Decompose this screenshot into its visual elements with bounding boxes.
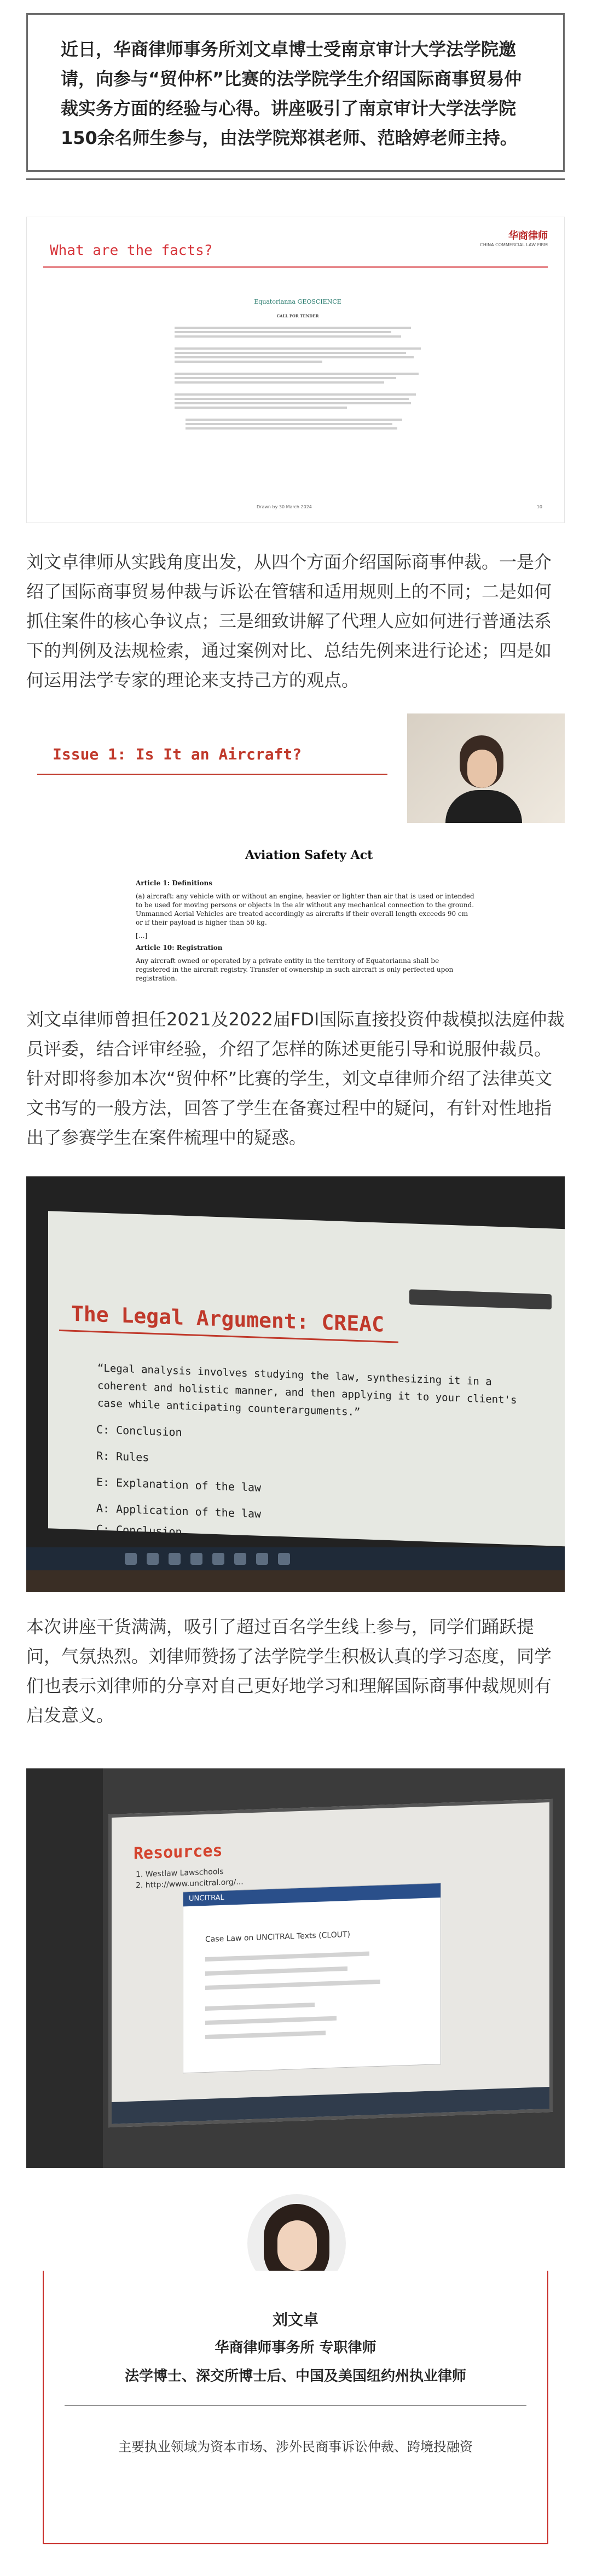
creac-item: E: Explanation of the law xyxy=(96,1475,262,1494)
profile-credentials: 法学博士、深交所博士后、中国及美国纽约州执业律师 xyxy=(124,2368,466,2384)
taskbar-icon xyxy=(125,1553,137,1565)
text-line xyxy=(175,402,411,404)
taskbar-icon xyxy=(278,1553,290,1565)
ellipsis: […] xyxy=(136,932,148,939)
text-line xyxy=(175,393,416,396)
projected-slide xyxy=(48,1211,565,1547)
windows-taskbar xyxy=(26,1547,565,1570)
slide-issue-title: Issue 1: Is It an Aircraft? xyxy=(53,745,302,763)
slide-footer: Drawn by 30 March 2024 xyxy=(257,504,312,509)
creac-title: The Legal Argument: CREAC xyxy=(71,1301,384,1337)
text-line xyxy=(175,356,414,358)
article-10-heading: Article 10: Registration xyxy=(136,944,223,952)
paragraph-3: 本次讲座干货满满，吸引了超过百名学生线上参与，同学们踊跃提问，气氛热烈。刘律师赞扬了法学院学生积极认真的学习态度，同学们也表示刘律师的分享对自己更好地学习和理解国际商事仲裁规则有启发意义。 xyxy=(26,1616,552,1726)
intro-text: 近日，华商律师事务所刘文卓博士受南京审计大学法学院邀请，向参与“贸仲杯”比赛的法学院学生介绍国际商事贸易仲裁实务方面的经验与心得。讲座吸引了南京审计大学法学院150余名师生参与，由法学院郑祺老师、范晗婷老师主持。 xyxy=(61,39,522,148)
act-document xyxy=(136,875,475,983)
text-line xyxy=(175,398,409,400)
text-line xyxy=(205,2003,315,2011)
profile-title: 华商律师事务所 专职律师 xyxy=(215,2340,376,2356)
article-1-heading: Article 1: Definitions xyxy=(136,879,213,887)
photo-lecture-screen-creac xyxy=(26,1176,565,1592)
intro-box xyxy=(26,13,565,172)
resources-title: Resources xyxy=(134,1841,223,1864)
browser-panel xyxy=(183,1883,441,2073)
speaker-face xyxy=(467,750,497,788)
projected-slide xyxy=(108,1799,553,2127)
text-line xyxy=(205,2030,326,2039)
photo-lecture-screen-resources xyxy=(26,1768,565,2168)
desk-surface xyxy=(26,1570,565,1592)
meeting-toolbar xyxy=(409,1289,552,1309)
text-line xyxy=(175,331,391,333)
text-line xyxy=(175,373,419,375)
slide-facts-document xyxy=(175,277,421,432)
text-line xyxy=(175,335,401,338)
title-rule xyxy=(37,774,387,775)
slide-facts xyxy=(26,217,565,523)
title-rule xyxy=(43,266,548,268)
avatar-face xyxy=(277,2220,317,2271)
text-line xyxy=(175,381,384,384)
creac-item: C: Conclusion xyxy=(96,1423,182,1439)
slide-page-number: 10 xyxy=(536,504,542,509)
speaker-video-thumbnail xyxy=(407,713,565,823)
text-line xyxy=(175,361,322,363)
resource-item: 1. Westlaw Lawschools xyxy=(136,1867,224,1879)
text-line xyxy=(205,1952,369,1962)
slide-issue-aircraft xyxy=(26,713,565,987)
text-line xyxy=(205,1966,347,1976)
brand-logo: Equatorianna GEOSCIENCE xyxy=(254,298,341,305)
creac-item: R: Rules xyxy=(96,1449,149,1464)
taskbar-icon xyxy=(256,1553,268,1565)
text-line xyxy=(205,1980,380,1990)
text-line xyxy=(175,327,411,329)
text-line xyxy=(186,419,402,421)
room-wall xyxy=(26,1768,103,2168)
firm-logo: 华商律师 xyxy=(508,230,548,242)
memo-heading: CALL FOR TENDER xyxy=(276,314,319,318)
windows-taskbar xyxy=(112,2087,549,2124)
speaker-body xyxy=(445,790,522,823)
creac-item: A: Application of the law xyxy=(96,1501,262,1521)
article-10-text: Any aircraft owned or operated by a private entity in the territory of Equatorianna shall be registered in the aircraft registry. Transfer of ownership in such aircraft is only perfected upon registration. xyxy=(136,957,454,982)
profile-name: 刘文卓 xyxy=(272,2311,318,2329)
firm-logo-subtitle: CHINA COMMERCIAL LAW FIRM xyxy=(480,242,548,247)
resources-list xyxy=(136,1866,244,1892)
taskbar-icon xyxy=(212,1553,224,1565)
creac-quote: “Legal analysis involves studying the law, synthesizing it in a coherent and holistic manner, and then applying it to your client's case while anticipating counterarguments.” xyxy=(97,1362,517,1419)
text-line xyxy=(205,2016,337,2025)
taskbar-icon xyxy=(190,1553,202,1565)
creac-item: C: Conclusion xyxy=(96,1522,182,1539)
text-line xyxy=(186,423,392,425)
profile-divider xyxy=(65,2405,526,2406)
text-line xyxy=(175,377,396,379)
taskbar-icon xyxy=(169,1553,181,1565)
profile-practice-areas: 主要执业领域为资本市场、涉外民商事诉讼仲裁、跨境投融资 xyxy=(118,2439,473,2455)
uncitral-header: UNCITRAL xyxy=(183,1883,441,1906)
text-line xyxy=(175,407,347,409)
taskbar-icon xyxy=(234,1553,246,1565)
taskbar-icon xyxy=(147,1553,159,1565)
slide-facts-title: What are the facts? xyxy=(50,242,213,259)
clout-heading: Case Law on UNCITRAL Texts (CLOUT) xyxy=(205,1930,350,1944)
act-heading: Aviation Safety Act xyxy=(245,848,373,862)
text-line xyxy=(175,347,421,350)
resource-item: 2. http://www.uncitral.org/... xyxy=(136,1877,244,1890)
text-line xyxy=(186,427,397,430)
text-line xyxy=(175,352,406,354)
paragraph-2: 刘文卓律师曾担任2021及2022届FDI国际直接投资仲裁模拟法庭仲裁员评委，结合评审经验，介绍了怎样的陈述更能引导和说服仲裁员。针对即将参加本次“贸仲杯”比赛的学生，刘文卓律师介绍了法律英文文书写的一般方法，回答了学生在备赛过程中的疑问，有针对性地指出了参赛学生在案件梳理中的疑惑。 xyxy=(26,1009,565,1148)
paragraph-1: 刘文卓律师从实践角度出发，从四个方面介绍国际商事仲裁。一是介绍了国际商事贸易仲裁与诉讼在管辖和适用规则上的不同；二是如何抓住案件的核心争议点；三是细致讲解了代理人应如何进行普通法系下的判例及法规检索，通过案例对比、总结先例来进行论述；四是如何运用法学专家的理论来支持己方的观点。 xyxy=(26,552,552,691)
article-1-text: (a) aircraft: any vehicle with or without an engine, heavier or lighter than air that is used or intended to be used for moving persons or objects in the air without any mechanical connection to the ground. Unmanned Aerial Vehicles are treated accordingly as aircrafts if their overall length exceeds 90 cm or if their payload is higher than 50 kg. xyxy=(136,892,474,926)
